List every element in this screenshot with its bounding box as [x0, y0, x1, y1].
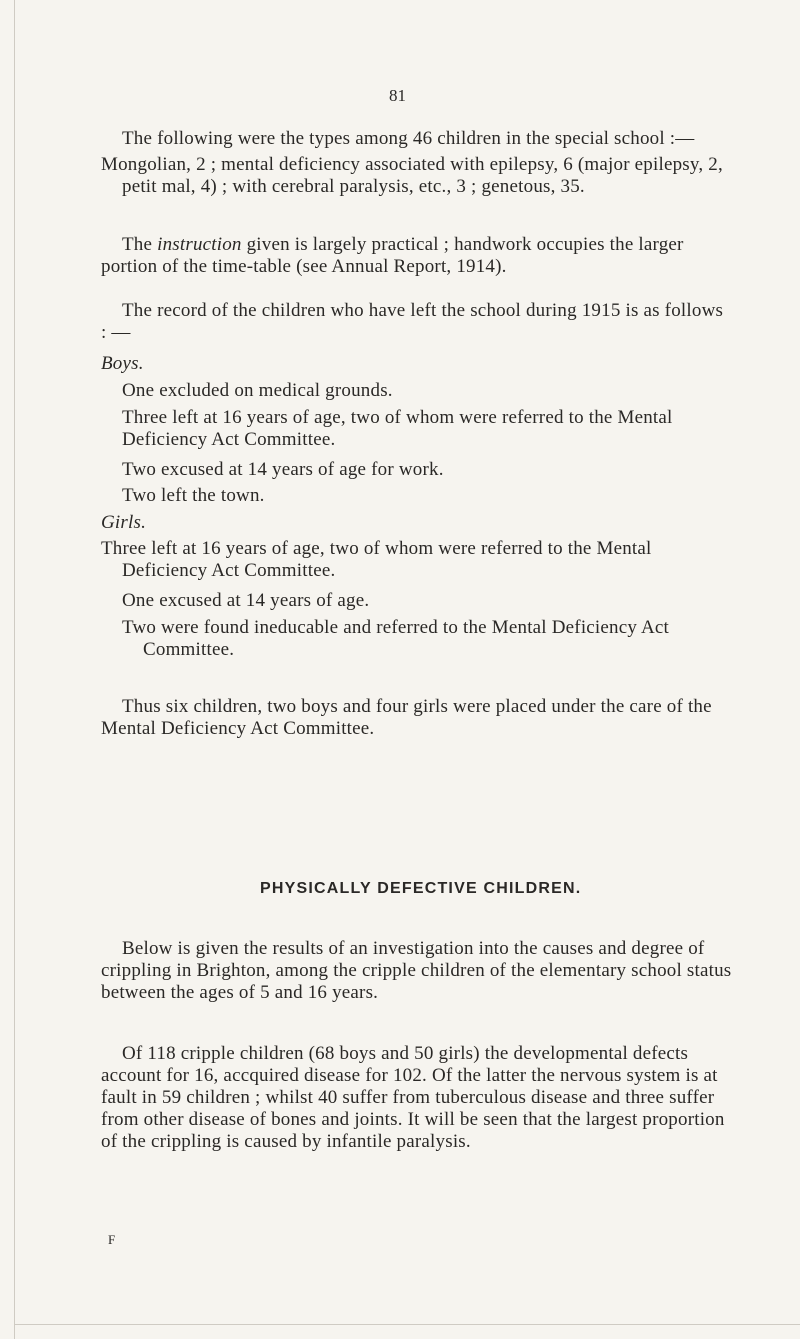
boys-item: Two left the town.	[122, 485, 265, 506]
page-number: 81	[389, 86, 406, 105]
page-bottom-edge	[14, 1324, 800, 1325]
girls-item	[101, 538, 734, 582]
summary-paragraph: Thus six children, two boys and four girls were placed under the care of the Mental Deficiency Act Committee.	[101, 696, 712, 739]
girls-heading: Girls.	[101, 512, 147, 533]
girls-item-text: Three left at 16 years of age, two of whom were referred to the Mental Deficiency Act Committee.	[101, 538, 652, 581]
page-left-edge	[14, 0, 15, 1339]
investigation-paragraph: Below is given the results of an investigation into the causes and degree of crippling in Brighton, among the cripple children of the elementary school status between the ages of 5 and 16 years.	[101, 938, 732, 1003]
section-heading: PHYSICALLY DEFECTIVE CHILDREN.	[260, 880, 582, 897]
girls-item-text: Two were found ineducable and referred to the Mental Deficiency Act Committee.	[122, 617, 670, 660]
instruction-rest: given is largely practical ; handwork occupies the larger portion of the time-table (see Annual Report, 1914).	[101, 234, 684, 277]
boys-heading: Boys.	[101, 353, 144, 374]
girls-item	[122, 617, 734, 661]
intro-paragraph: The following were the types among 46 children in the special school :—	[122, 128, 695, 149]
girls-item: One excused at 14 years of age.	[122, 590, 370, 611]
types-text: Mongolian, 2 ; mental deficiency associated with epilepsy, 6 (major epilepsy, 2, petit mal, 4) ; with cerebral paralysis, etc., 3 ; genetous, 35.	[101, 154, 723, 197]
boys-item: Two excused at 14 years of age for work.	[122, 459, 444, 480]
boys-item-text: Three left at 16 years of age, two of whom were referred to the Mental Deficiency Act Committee.	[122, 407, 673, 450]
signature-mark: F	[108, 1232, 116, 1247]
boys-item: One excluded on medical grounds.	[122, 380, 393, 401]
boys-item	[122, 407, 734, 451]
instruction-paragraph	[101, 234, 733, 278]
findings-paragraph: Of 118 cripple children (68 boys and 50 girls) the developmental defects account for 16, accquired disease for 102. Of the latter the nervous system is at fault in 59 children ; whilst 40 suffer from tuberculous disease and three suffer from other disease of bones and joints. It will be seen that the largest proportion of the crippling is caused by infantile paralysis.	[101, 1043, 725, 1152]
instruction-term: instruction	[157, 234, 242, 255]
instruction-lead: The	[122, 234, 158, 255]
record-intro: The record of the children who have left the school during 1915 is as follows : —	[101, 300, 724, 343]
types-list	[101, 154, 733, 198]
